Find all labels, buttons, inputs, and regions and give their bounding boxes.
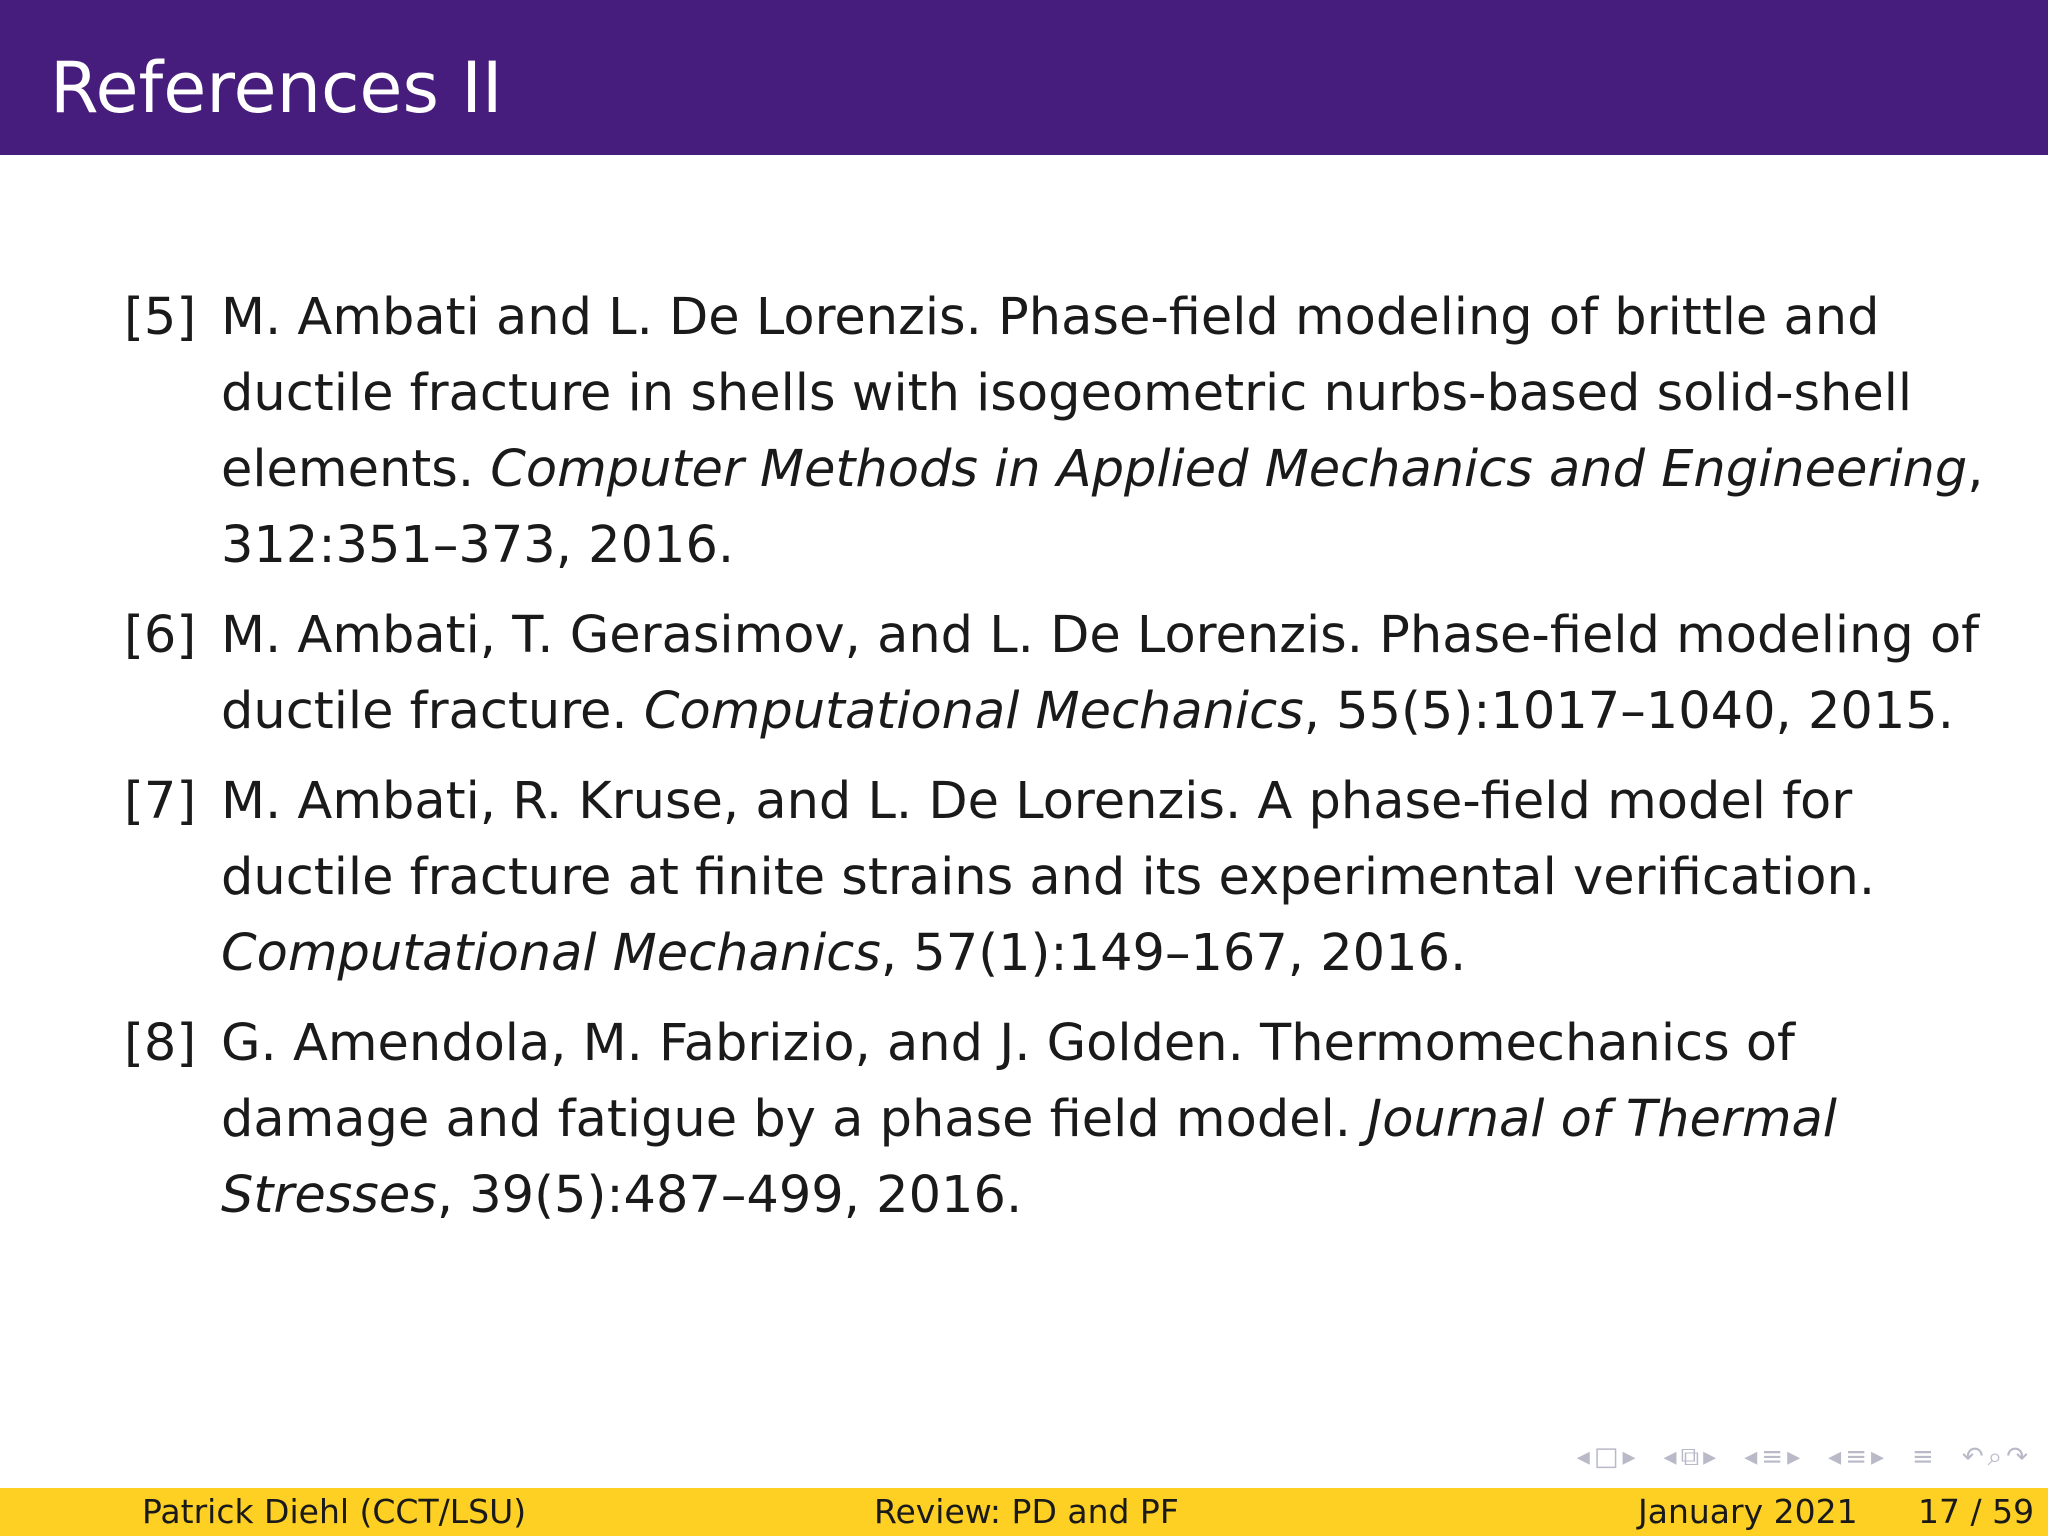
subsection-prev-icon[interactable]: ◂: [1663, 1442, 1677, 1472]
reference-item: [124, 280, 2004, 584]
frame-prev-icon[interactable]: ◂: [1576, 1442, 1590, 1472]
reference-number: [8]: [124, 1014, 197, 1073]
align-icon[interactable]: ≡: [1912, 1442, 1934, 1472]
reference-body: [221, 598, 2004, 750]
reference-item: [124, 764, 2004, 992]
footer-date: January 2021: [1638, 1492, 1858, 1531]
reference-number: [5]: [124, 288, 197, 347]
reference-details: , 39(5):487–499, 2016.: [436, 1166, 1023, 1225]
section-icon[interactable]: ≡: [1761, 1442, 1784, 1472]
reference-body: [221, 280, 2004, 584]
slide-title: References II: [50, 47, 503, 129]
reference-item: [124, 598, 2004, 750]
reference-text: G. Amendola, M. Fabrizio, and J. Golden. Thermomechanics of damage and fatigue by a phase field model.: [221, 1014, 1796, 1149]
frame-next-icon[interactable]: ▸: [1622, 1442, 1636, 1472]
forward-icon[interactable]: ↷: [2006, 1442, 2028, 1472]
search-icon[interactable]: ⌕: [1987, 1441, 2003, 1472]
back-icon[interactable]: ↶: [1961, 1442, 1984, 1472]
footer-page-number: 17 / 59: [1918, 1492, 2035, 1531]
reference-venue: Journal of Thermal Stresses: [221, 1090, 1837, 1225]
beamer-navigation-bar: [1555, 1440, 2028, 1474]
reference-body: [221, 1006, 2004, 1234]
reference-venue: Computational Mechanics: [643, 682, 1304, 741]
frame-icon[interactable]: □: [1593, 1442, 1619, 1472]
reference-venue: Computer Methods in Applied Mechanics and Engineering: [490, 440, 1968, 499]
reference-number: [6]: [124, 606, 197, 665]
reference-list: [124, 280, 2004, 1248]
reference-text: M. Ambati, R. Kruse, and L. De Lorenzis. A phase-field model for ductile fracture at finite strains and its experimental verification.: [221, 772, 1876, 907]
reference-item: [124, 1006, 2004, 1234]
reference-details: , 57(1):149–167, 2016.: [880, 924, 1467, 983]
section-prev-icon[interactable]: ◂: [1744, 1442, 1758, 1472]
reference-number: [7]: [124, 772, 197, 831]
document-next-icon[interactable]: ▸: [1870, 1442, 1885, 1472]
title-bar: [0, 0, 2048, 155]
footer-bar: [0, 1488, 2048, 1536]
subsection-next-icon[interactable]: ▸: [1703, 1442, 1717, 1472]
document-prev-icon[interactable]: ◂: [1828, 1442, 1842, 1472]
align-navigation: [1912, 1442, 1934, 1472]
subsection-navigation: [1664, 1442, 1717, 1473]
document-icon[interactable]: ≡: [1845, 1442, 1867, 1472]
section-next-icon[interactable]: ▸: [1787, 1442, 1801, 1472]
footer-title: Review: PD and PF: [874, 1492, 1179, 1531]
footer-author: Patrick Diehl (CCT/LSU): [142, 1492, 527, 1531]
document-navigation: [1828, 1442, 1884, 1472]
search-navigation: [1962, 1442, 2028, 1473]
reference-text: M. Ambati, T. Gerasimov, and L. De Lorenzis. Phase-field modeling of ductile fracture.: [221, 606, 1980, 741]
reference-details: , 312:351–373, 2016.: [221, 440, 1984, 575]
subsection-icon[interactable]: ⧉: [1680, 1441, 1700, 1472]
section-navigation: [1744, 1442, 1800, 1472]
reference-details: , 55(5):1017–1040, 2015.: [1303, 682, 1954, 741]
reference-body: [221, 764, 2004, 992]
frame-navigation: [1577, 1442, 1636, 1472]
reference-venue: Computational Mechanics: [221, 924, 881, 983]
reference-text: M. Ambati and L. De Lorenzis. Phase-field modeling of brittle and ductile fracture in shells with isogeometric nurbs-based solid-shell elements.: [221, 288, 1913, 499]
